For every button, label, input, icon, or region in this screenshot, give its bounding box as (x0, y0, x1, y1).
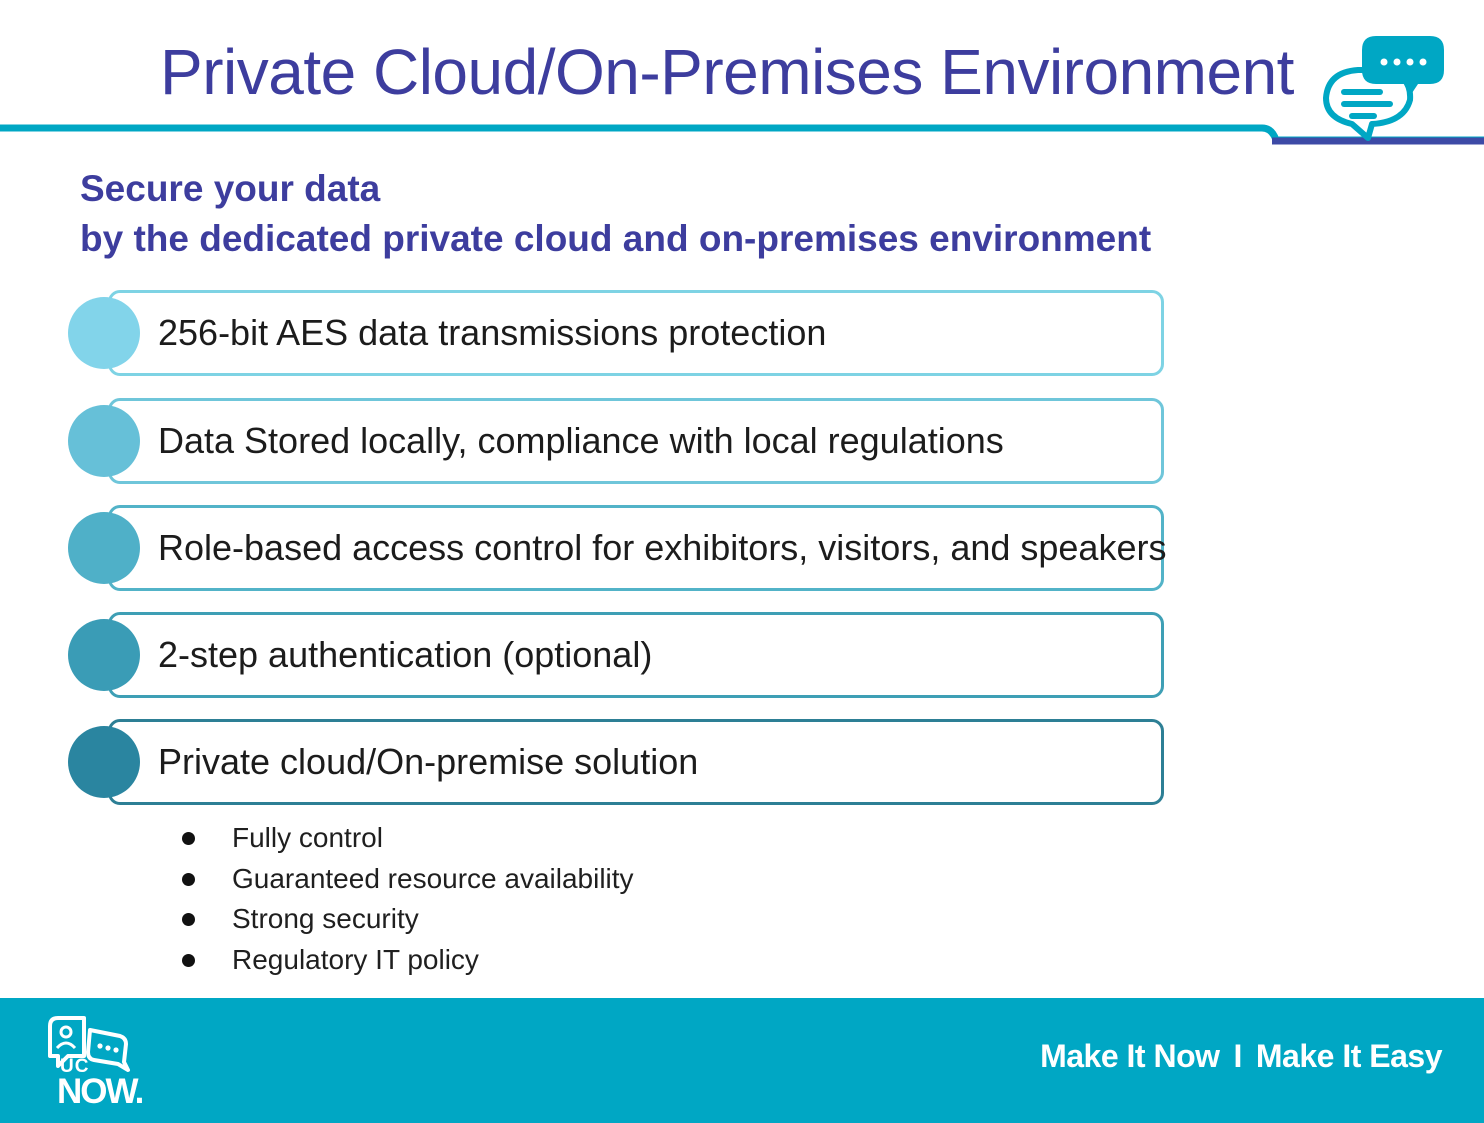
feature-item (68, 505, 1167, 589)
header-divider (0, 120, 1484, 160)
uc-now-logo-icon (44, 1012, 154, 1111)
footer-bar (0, 998, 1484, 1123)
subtitle-line-1: Secure your data (80, 168, 381, 209)
feature-label: Data Stored locally, compliance with local regulations (158, 420, 1004, 461)
feature-item (68, 290, 1164, 374)
sub-bullet-item (180, 940, 880, 981)
chat-bubbles-icon (1318, 30, 1448, 142)
bullet-dot-icon (182, 873, 195, 886)
feature-label: Role-based access control for exhibitors, visitors, and speakers (158, 527, 1167, 568)
sub-bullet-item (180, 859, 880, 900)
feature-circle-icon (68, 512, 140, 584)
feature-circle-icon (68, 297, 140, 369)
subtitle-line-2: by the dedicated private cloud and on-premises environment (80, 218, 1152, 259)
logo-now-text: NOW. (57, 1072, 143, 1111)
sub-bullet-text: Fully control (232, 822, 383, 853)
tagline-separator: I (1233, 1038, 1242, 1074)
feature-item (68, 719, 1164, 803)
tagline (1040, 1038, 1442, 1075)
sub-bullet-list (180, 818, 880, 980)
page-title: Private Cloud/On-Premises Environment (160, 36, 1294, 108)
feature-label: 256-bit AES data transmissions protection (158, 312, 827, 353)
subtitle (80, 164, 1230, 264)
feature-circle-icon (68, 619, 140, 691)
tagline-right: Make It Easy (1255, 1038, 1442, 1074)
feature-label: Private cloud/On-premise solution (158, 741, 699, 782)
bullet-dot-icon (182, 954, 195, 967)
tagline-left: Make It Now (1040, 1038, 1220, 1074)
sub-bullet-item (180, 899, 880, 940)
sub-bullet-item (180, 818, 880, 859)
bullet-dot-icon (182, 913, 195, 926)
sub-bullet-text: Strong security (232, 903, 419, 934)
feature-circle-icon (68, 726, 140, 798)
sub-bullet-text: Guaranteed resource availability (232, 862, 634, 894)
logo-uc-text: UC (60, 1056, 90, 1077)
feature-label: 2-step authentication (optional) (158, 634, 653, 675)
feature-item (68, 398, 1164, 482)
bullet-dot-icon (182, 832, 195, 845)
feature-item (68, 612, 1164, 696)
feature-circle-icon (68, 405, 140, 477)
sub-bullet-text: Regulatory IT policy (232, 943, 479, 975)
